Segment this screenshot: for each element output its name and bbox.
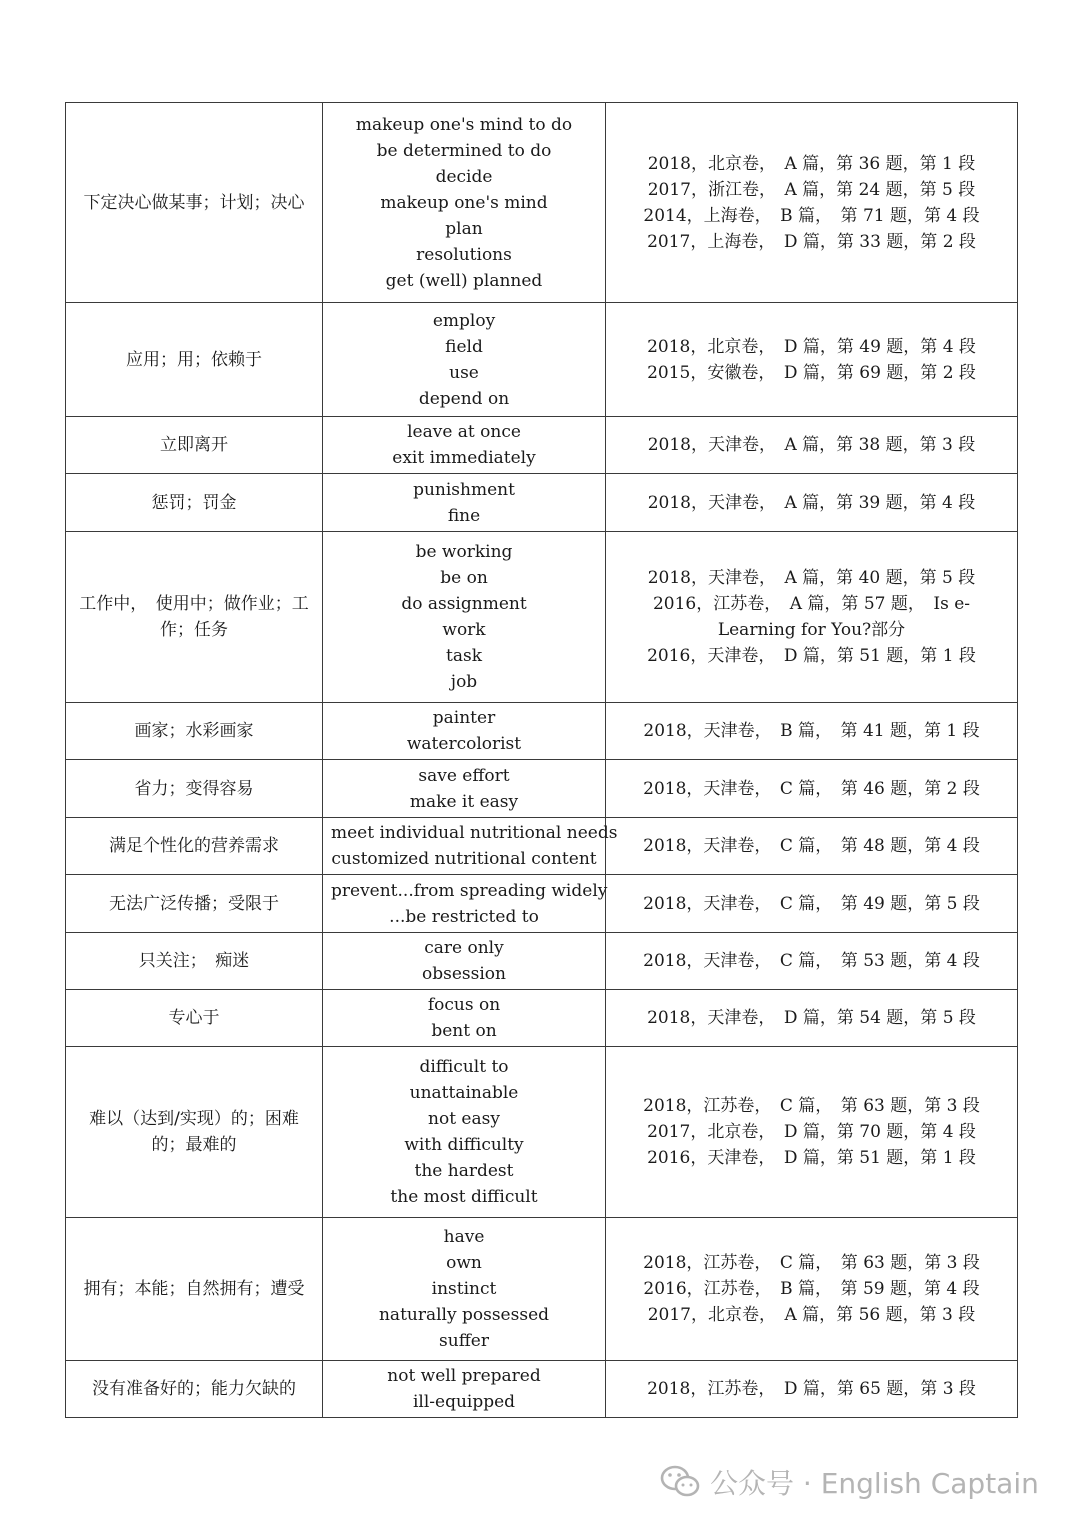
exam-source: 2018，江苏卷， D 篇，第 65 题，第 3 段 [647,1379,976,1399]
table-row [66,532,1018,703]
english-expression: watercolorist [406,734,522,754]
chinese-meaning: 立即离开 [160,435,228,455]
watermark-text: 公众号 · English Captain [710,1467,1039,1500]
chinese-meaning: 难以（达到/实现）的；困难的；最难的 [89,1109,299,1155]
english-expression: focus on [427,995,501,1015]
exam-source: 2017，浙江卷， A 篇，第 24 题，第 5 段 [647,179,976,200]
english-expression: obsession [422,964,506,984]
exam-source-cell [606,875,1018,933]
exam-source-cell [606,1361,1018,1418]
english-expression: makeup one's mind [380,192,548,213]
exam-source: 2018，北京卷， D 篇，第 49 题，第 4 段 [647,336,976,357]
english-expression: prevent...from spreading widely [331,880,608,901]
english-expression: make it easy [409,791,519,812]
english-expression: customized nutritional content [331,849,597,869]
english-expression: task [446,646,482,666]
english-expression: the most difficult [390,1187,538,1207]
english-expression: not easy [428,1109,500,1129]
english-expression: field [445,336,483,357]
exam-source: 2018，天津卷， A 篇，第 38 题，第 3 段 [647,435,976,455]
english-expression: with difficulty [404,1135,524,1155]
english-expressions-cell [323,933,606,990]
english-expression: makeup one's mind to do [355,114,573,135]
english-expression: ...be restricted to [389,906,539,927]
exam-source: 2018，天津卷， C 篇， 第 53 题，第 4 段 [643,951,980,971]
chinese-meaning-cell [66,1047,323,1218]
chinese-meaning: 只关注； 痴迷 [138,951,250,971]
english-expression: be on [440,568,488,588]
exam-source-cell [606,417,1018,474]
wechat-icon [660,1464,700,1500]
english-expression: decide [435,166,493,187]
exam-source: 2018，江苏卷， C 篇， 第 63 题，第 3 段 [643,1096,980,1116]
chinese-meaning: 无法广泛传播；受限于 [109,893,279,914]
english-expression: painter [432,708,496,728]
english-expressions-cell [323,1218,606,1361]
english-expression: naturally possessed [378,1305,550,1325]
chinese-meaning-cell [66,990,323,1047]
chinese-meaning: 省力；变得容易 [134,778,254,799]
exam-source-cell [606,1218,1018,1361]
chinese-meaning-cell [66,474,323,532]
exam-source: 2016，江苏卷， B 篇， 第 59 题，第 4 段 [643,1279,980,1299]
chinese-meaning-cell [66,875,323,933]
exam-source: 2018，天津卷， C 篇， 第 49 题，第 5 段 [643,893,980,914]
english-expression: resolutions [416,244,512,265]
table-row [66,474,1018,532]
chinese-meaning-cell [66,703,323,760]
english-expression: the hardest [414,1161,514,1181]
english-expression: save effort [418,765,510,786]
english-expression: leave at once [407,422,521,442]
english-expression: have [443,1227,485,1247]
chinese-meaning: 专心于 [168,1008,220,1028]
table-row [66,818,1018,875]
vocabulary-table [65,102,1018,1418]
exam-source-cell [606,103,1018,303]
chinese-meaning: 惩罚；罚金 [151,492,237,513]
exam-source: 2018，江苏卷， C 篇， 第 63 题，第 3 段 [643,1253,980,1273]
english-expression: care only [424,938,504,958]
english-expression: employ [432,310,496,331]
english-expressions-cell [323,760,606,818]
exam-source-cell [606,303,1018,417]
english-expressions-cell [323,818,618,875]
english-expressions-cell [323,103,606,303]
english-expression: difficult to [419,1057,509,1077]
table-row [66,417,1018,474]
english-expression: use [449,362,479,383]
english-expression: depend on [418,388,510,409]
english-expression: punishment [413,479,515,500]
vocabulary-table-body [66,103,1018,1418]
chinese-meaning-cell [66,532,323,703]
english-expression: be determined to do [376,140,552,161]
exam-source: 2018，北京卷， A 篇，第 36 题，第 1 段 [647,153,976,174]
exam-source: 2017，北京卷， D 篇，第 70 题，第 4 段 [647,1122,976,1142]
english-expressions-cell [323,303,606,417]
english-expression: own [446,1253,482,1273]
table-row [66,1218,1018,1361]
exam-source: 2016，天津卷， D 篇，第 51 题，第 1 段 [647,646,976,666]
exam-source: 2018，天津卷， B 篇， 第 41 题，第 1 段 [643,721,980,741]
exam-source-cell [606,760,1018,818]
chinese-meaning-cell [66,303,323,417]
exam-source: 2018，天津卷， A 篇，第 39 题，第 4 段 [647,492,976,513]
table-row [66,760,1018,818]
exam-source: 2014，上海卷， B 篇， 第 71 题，第 4 段 [643,205,980,226]
english-expression: instinct [431,1279,497,1299]
english-expression: fine [447,505,481,526]
watermark [660,1462,1039,1502]
exam-source: 2016，天津卷， D 篇，第 51 题，第 1 段 [647,1148,976,1168]
english-expressions-cell [323,1047,606,1218]
chinese-meaning: 拥有；本能；自然拥有；遭受 [83,1279,305,1299]
chinese-meaning-cell [66,818,323,875]
english-expression: plan [445,218,483,239]
chinese-meaning-cell [66,1218,323,1361]
english-expression: job [450,672,478,692]
english-expression: exit immediately [392,448,536,468]
english-expressions-cell [323,532,606,703]
chinese-meaning: 工作中， 使用中；做作业；工作；任务 [79,594,309,640]
table-row [66,990,1018,1047]
english-expression: ill-equipped [412,1392,516,1412]
table-row [66,1361,1018,1418]
chinese-meaning-cell [66,103,323,303]
english-expressions-cell [323,1361,606,1418]
chinese-meaning-cell [66,933,323,990]
chinese-meaning: 下定决心做某事；计划；决心 [83,192,305,213]
english-expressions-cell [323,875,606,933]
exam-source-cell [606,703,1018,760]
chinese-meaning: 应用；用；依赖于 [126,349,262,370]
english-expression: meet individual nutritional needs [331,823,618,843]
table-row [66,1047,1018,1218]
exam-source-cell [606,990,1018,1047]
english-expression: get (well) planned [385,270,543,291]
english-expressions-cell [323,990,606,1047]
chinese-meaning: 满足个性化的营养需求 [109,836,279,856]
exam-source: 2017，北京卷， A 篇，第 56 题，第 3 段 [647,1305,976,1325]
chinese-meaning-cell [66,760,323,818]
english-expressions-cell [323,703,606,760]
exam-source: 2015，安徽卷， D 篇，第 69 题，第 2 段 [647,362,976,383]
table-row [66,103,1018,303]
english-expression: bent on [431,1021,497,1041]
exam-source-cell [606,818,1018,875]
chinese-meaning-cell [66,1361,323,1418]
english-expression: not well prepared [387,1366,541,1386]
exam-source: 2016，江苏卷， A 篇，第 57 题， Is e- [652,594,971,614]
exam-source: 2018，天津卷， D 篇，第 54 题，第 5 段 [647,1008,976,1028]
exam-source: 2018，天津卷， C 篇， 第 46 题，第 2 段 [643,778,980,799]
table-row [66,703,1018,760]
english-expression: do assignment [401,594,527,614]
exam-source-cell [606,933,1018,990]
exam-source-cell [606,532,1018,703]
exam-source: 2018，天津卷， C 篇， 第 48 题，第 4 段 [643,836,980,856]
english-expression: be working [415,542,513,562]
english-expression: suffer [439,1331,489,1351]
exam-source-cell [606,474,1018,532]
english-expressions-cell [323,417,606,474]
table-row [66,933,1018,990]
chinese-meaning: 画家；水彩画家 [134,721,254,741]
exam-source: Learning for You?部分 [717,620,906,640]
chinese-meaning-cell [66,417,323,474]
chinese-meaning: 没有准备好的；能力欠缺的 [92,1379,296,1399]
exam-source-cell [606,1047,1018,1218]
english-expressions-cell [323,474,606,532]
table-row [66,875,1018,933]
exam-source: 2018，天津卷， A 篇，第 40 题，第 5 段 [647,568,976,588]
table-row [66,303,1018,417]
english-expression: unattainable [409,1083,519,1103]
english-expression: work [442,620,486,640]
exam-source: 2017，上海卷， D 篇，第 33 题，第 2 段 [647,231,976,252]
